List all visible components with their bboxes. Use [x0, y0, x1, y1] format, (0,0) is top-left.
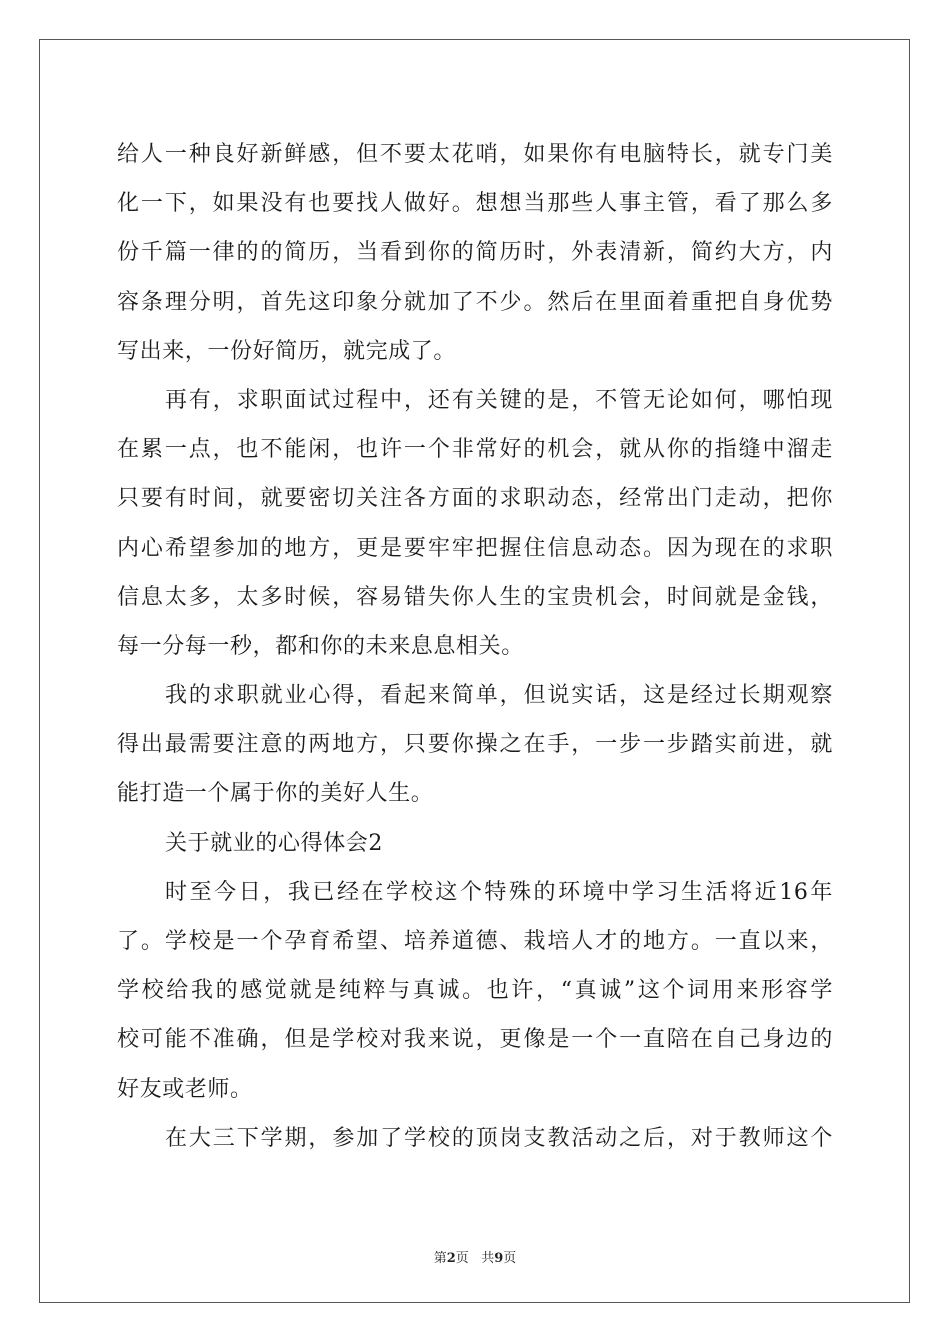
paragraph-first-line: 在大三下学期，参加了学校的顶岗支教活动之后，对于教师这个 — [165, 1125, 833, 1151]
text-line: 学校给我的感觉就是纯粹与真诚。也许，“真诚”这个词用来形容学 — [117, 978, 833, 1004]
page-prefix: 第 — [433, 1251, 447, 1266]
text-line: 内心希望参加的地方，更是要牢牢把握住信息动态。因为现在的求职 — [117, 535, 833, 561]
text-line: 化一下，如果没有也要找人做好。想想当那些人事主管，看了那么多 — [117, 191, 833, 217]
text-line: 只要有时间，就要密切关注各方面的求职动态，经常出门走动，把你 — [117, 486, 833, 512]
document-body — [117, 130, 833, 1163]
text-line: 每一分每一秒，都和你的未来息息相关。 — [117, 633, 524, 659]
paragraph-first-line: 再有，求职面试过程中，还有关键的是，不管无论如何，哪怕现 — [165, 387, 833, 413]
text-line: 在累一点，也不能闲，也许一个非常好的机会，就从你的指缝中溜走 — [117, 437, 833, 463]
page-suffix: 页 — [455, 1251, 469, 1266]
text-line: 能打造一个属于你的美好人生。 — [117, 781, 434, 807]
paragraph-first-line: 时至今日，我已经在学校这个特殊的环境中学习生活将近16年 — [165, 879, 833, 905]
total-suffix: 页 — [503, 1251, 517, 1266]
text-line: 份千篇一律的的简历，当看到你的简历时，外表清新，简约大方，内 — [117, 240, 833, 266]
text-line: 容条理分明，首先这印象分就加了不少。然后在里面着重把自身优势 — [117, 289, 833, 315]
text-line: 得出最需要注意的两地方，只要你操之在手，一步一步踏实前进，就 — [117, 732, 833, 758]
page-footer — [0, 1247, 950, 1266]
text-line: 好友或老师。 — [117, 1076, 253, 1102]
text-line: 给人一种良好新鲜感，但不要太花哨，如果你有电脑特长，就专门美 — [117, 142, 833, 167]
section-heading: 关于就业的心得体会2 — [165, 830, 383, 856]
paragraph-first-line: 我的求职就业心得，看起来简单，但说实话，这是经过长期观察 — [165, 683, 833, 709]
total-prefix: 共 — [481, 1251, 495, 1266]
total-page-number: 9 — [494, 1251, 504, 1266]
text-line: 了。学校是一个孕育希望、培养道德、栽培人才的地方。一直以来， — [117, 929, 833, 954]
current-page-number: 2 — [446, 1251, 456, 1266]
text-line: 校可能不准确，但是学校对我来说，更像是一个一直陪在自己身边的 — [117, 1027, 833, 1053]
text-line: 信息太多，太多时候，容易错失你人生的宝贵机会，时间就是金钱， — [117, 584, 833, 610]
text-line: 写出来，一份好简历，就完成了。 — [117, 338, 457, 364]
